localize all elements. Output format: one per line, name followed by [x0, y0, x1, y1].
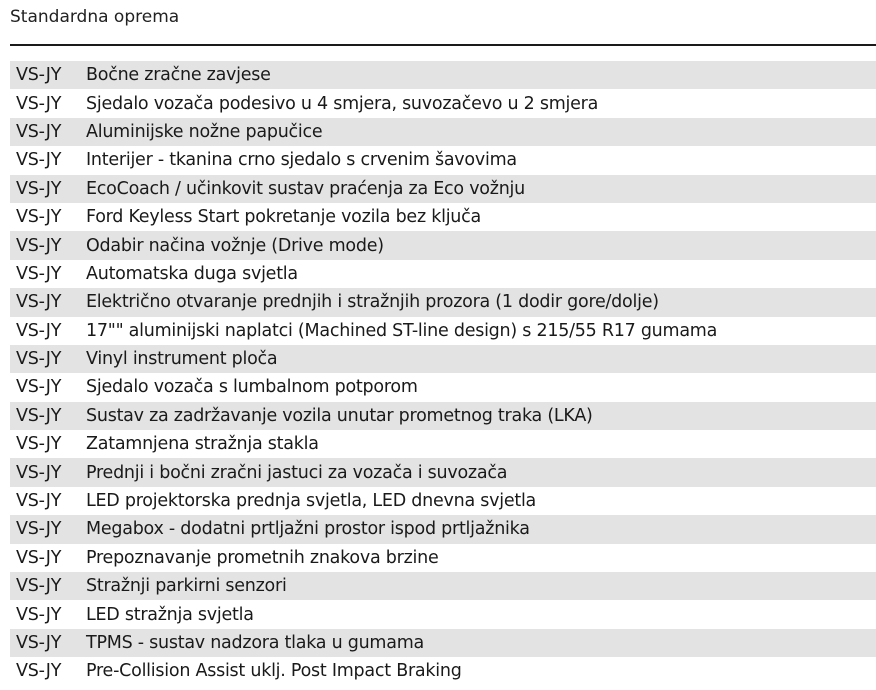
equipment-code: VS-JY [16, 292, 62, 313]
equipment-row [10, 487, 876, 515]
equipment-row [10, 430, 876, 458]
equipment-label: Bočne zračne zavjese [86, 65, 271, 86]
section-divider [10, 44, 876, 46]
equipment-label: Sjedalo vozača s lumbalnom potporom [86, 377, 418, 398]
equipment-label: Ford Keyless Start pokretanje vozila bez ključa [86, 207, 481, 228]
equipment-label: Automatska duga svjetla [86, 263, 298, 284]
equipment-code: VS-JY [16, 405, 62, 426]
equipment-code: VS-JY [16, 633, 62, 653]
equipment-code: VS-JY [16, 434, 62, 455]
equipment-code: VS-JY [16, 235, 62, 256]
equipment-code: VS-JY [16, 377, 62, 398]
equipment-code: VS-JY [16, 519, 62, 540]
equipment-code: VS-JY [16, 65, 62, 86]
equipment-label: Električno otvaranje prednjih i stražnjih prozora (1 dodir gore/dolje) [86, 292, 659, 313]
equipment-row [10, 402, 876, 430]
equipment-row [10, 260, 876, 288]
equipment-label: Stražnji parkirni senzori [86, 576, 287, 597]
equipment-row [10, 118, 876, 146]
equipment-code: VS-JY [16, 576, 62, 597]
equipment-row [10, 600, 876, 628]
equipment-row [10, 345, 876, 373]
equipment-code: VS-JY [16, 462, 62, 483]
equipment-row [10, 515, 876, 543]
equipment-label: Vinyl instrument ploča [86, 349, 278, 370]
equipment-row [10, 458, 876, 486]
equipment-row [10, 572, 876, 600]
equipment-row [10, 175, 876, 203]
equipment-label: Sustav za zadržavanje vozila unutar prometnog traka (LKA) [86, 405, 593, 426]
equipment-label: Aluminijske nožne papučice [86, 121, 323, 142]
equipment-code: VS-JY [16, 150, 62, 171]
equipment-label: 17"" aluminijski naplatci (Machined ST-line design) s 215/55 R17 gumama [86, 320, 718, 341]
equipment-label: Megabox - dodatni prtljažni prostor ispod prtljažnika [86, 519, 530, 540]
equipment-row [10, 288, 876, 316]
equipment-code: VS-JY [16, 178, 62, 199]
equipment-label: Prednji i bočni zračni jastuci za vozača i suvozača [86, 462, 508, 483]
equipment-list [10, 61, 876, 686]
equipment-code: VS-JY [16, 263, 62, 284]
equipment-row [10, 146, 876, 174]
equipment-code: VS-JY [16, 547, 62, 568]
equipment-code: VS-JY [16, 661, 62, 682]
section-title: Standardna oprema [10, 7, 180, 27]
equipment-code: VS-JY [16, 121, 62, 142]
equipment-row [10, 657, 876, 685]
equipment-row [10, 89, 876, 117]
equipment-row [10, 317, 876, 345]
equipment-code: VS-JY [16, 349, 62, 370]
equipment-label: LED stražnja svjetla [86, 604, 254, 625]
equipment-label: LED projektorska prednja svjetla, LED dnevna svjetla [86, 491, 537, 512]
equipment-code: VS-JY [16, 320, 62, 341]
equipment-label: Odabir načina vožnje (Drive mode) [86, 235, 384, 256]
equipment-row [10, 61, 876, 89]
equipment-label: Zatamnjena stražnja stakla [86, 434, 319, 455]
equipment-code: VS-JY [16, 93, 62, 114]
equipment-label: Sjedalo vozača podesivo u 4 smjera, suvozačevo u 2 smjera [86, 93, 599, 114]
equipment-label: Prepoznavanje prometnih znakova brzine [86, 547, 439, 568]
equipment-label: EcoCoach / učinkovit sustav praćenja za Eco vožnju [86, 178, 525, 199]
equipment-label: Pre-Collision Assist uklj. Post Impact Braking [86, 661, 462, 682]
equipment-row [10, 203, 876, 231]
equipment-row [10, 544, 876, 572]
equipment-row [10, 373, 876, 401]
equipment-label: TPMS - sustav nadzora tlaka u gumama [86, 633, 424, 653]
equipment-code: VS-JY [16, 207, 62, 228]
equipment-code: VS-JY [16, 604, 62, 625]
equipment-row [10, 629, 876, 657]
equipment-row [10, 231, 876, 259]
equipment-code: VS-JY [16, 491, 62, 512]
equipment-label: Interijer - tkanina crno sjedalo s crvenim šavovima [86, 150, 517, 171]
